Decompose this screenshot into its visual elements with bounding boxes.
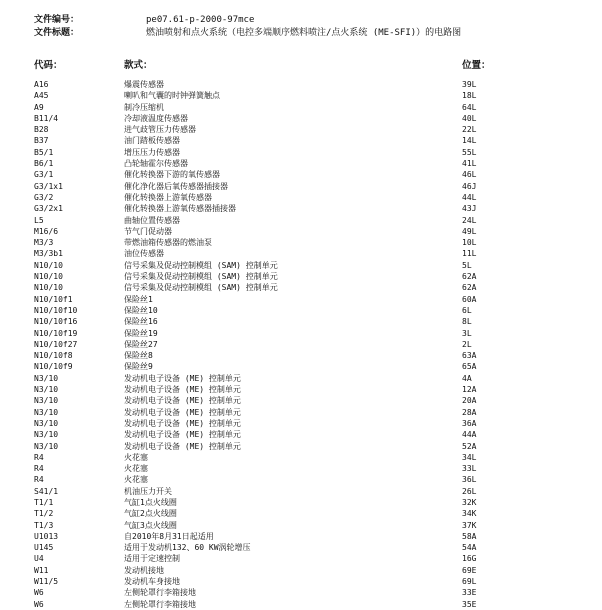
row-pos: 18L [462,91,477,101]
row-code: N10/10 [34,260,63,270]
row-code: N3/10 [34,373,59,383]
row-desc: 发动机电子设备 (ME) 控制单元 [124,407,241,417]
column-header-code: 代码： [34,60,63,71]
row-pos: 46J [462,181,477,191]
row-code: M3/3 [34,238,54,248]
row-desc: 左侧轮罩行李箱接地 [124,599,196,609]
row-desc: 信号采集及促动控制模组 (SAM) 控制单元 [124,272,278,282]
row-desc: 制冷压缩机 [124,102,164,112]
table-row [0,282,602,293]
row-pos: 35E [462,599,477,609]
row-code: B11/4 [34,113,59,123]
row-code: N3/10 [34,418,59,428]
table-row [0,531,602,542]
table-row [0,587,602,598]
row-pos: 34L [462,452,477,462]
column-header-desc: 款式： [124,60,153,71]
row-pos: 62A [462,272,477,282]
row-pos: 69L [462,577,477,587]
row-desc: 火花塞 [124,452,148,462]
row-code: N10/10f8 [34,351,73,361]
row-desc: 保险丝8 [124,351,153,361]
doc-title-label: 文件标题： [34,28,80,38]
row-code: W11 [34,565,49,575]
row-desc: 爆震传感器 [124,80,164,89]
row-desc: 保险丝19 [124,328,158,338]
row-pos: 33L [462,464,477,474]
table-row [0,147,602,158]
row-desc: 气缸3点火线圈 [124,520,177,530]
table-row [0,113,602,124]
row-pos: 20A [462,396,477,406]
table-row [0,553,602,564]
row-code: N3/10 [34,407,59,417]
row-pos: 8L [462,317,472,327]
table-row [0,486,602,497]
row-pos: 64L [462,102,477,112]
row-pos: 3L [462,328,472,338]
table-row [0,599,602,610]
table-row [0,542,602,553]
table-row [0,520,602,531]
row-pos: 6L [462,305,472,315]
row-code: B37 [34,136,49,146]
row-pos: 36L [462,475,477,485]
row-desc: 节气门促动器 [124,226,172,236]
row-desc: 发动机电子设备 (ME) 控制单元 [124,385,241,395]
row-code: R4 [34,452,44,462]
doc-title-value: 燃油喷射和点火系统（电控多端顺序燃料喷注/点火系统 (ME-SFI)）的电路图 [146,28,462,38]
row-pos: 37K [462,520,477,530]
row-desc: 催化转换器上游氧传感器插接器 [124,204,236,214]
row-code: U145 [34,543,54,553]
table-row [0,294,602,305]
row-desc: 发动机接地 [124,565,164,575]
table-row [0,79,602,90]
row-pos: 10L [462,238,477,248]
row-code: A45 [34,91,49,101]
table-row [0,248,602,259]
row-pos: 46L [462,170,477,180]
table-row [0,271,602,282]
row-pos: 58A [462,531,477,541]
row-pos: 40L [462,113,477,123]
row-pos: 36A [462,418,477,428]
row-code: N10/10f27 [34,339,78,349]
row-desc: 保险丝27 [124,339,158,349]
row-pos: 28A [462,407,477,417]
row-desc: 发动机电子设备 (ME) 控制单元 [124,373,241,383]
table-row [0,124,602,135]
row-desc: 信号采集及促动控制模组 (SAM) 控制单元 [124,283,278,293]
table-row [0,463,602,474]
table-row [0,102,602,113]
doc-number-value: pe07.61-p-2000-97mce [146,15,255,25]
row-code: T1/2 [34,509,54,519]
table-row [0,384,602,395]
row-code: L5 [34,215,44,225]
table-row [0,316,602,327]
row-desc: 火花塞 [124,464,148,474]
row-desc: 保险丝1 [124,294,153,304]
row-desc: 保险丝10 [124,305,158,315]
table-row [0,407,602,418]
row-desc: 凸轮轴霍尔传感器 [124,159,188,169]
table-row [0,395,602,406]
doc-number-label: 文件编号： [34,15,80,25]
row-desc: 喇叭和气囊的时钟弹簧触点 [124,91,220,101]
table-row [0,418,602,429]
row-pos: 65A [462,362,477,372]
row-code: G3/1x1 [34,181,63,191]
row-desc: 信号采集及促动控制模组 (SAM) 控制单元 [124,260,278,270]
row-pos: 11L [462,249,477,259]
row-desc: 保险丝16 [124,317,158,327]
row-desc: 催化转换器下游的氧传感器 [124,170,220,180]
table-row [0,192,602,203]
row-pos: 5L [462,260,472,270]
table-row [0,350,602,361]
table-row [0,90,602,101]
row-code: N10/10f16 [34,317,78,327]
row-code: N10/10 [34,283,63,293]
row-code: M16/6 [34,226,59,236]
doc-number-row [34,14,254,26]
row-pos: 34K [462,509,477,519]
row-pos: 16G [462,554,477,564]
row-code: B5/1 [34,147,54,157]
row-desc: 气缸1点火线圈 [124,497,177,507]
table-row [0,226,602,237]
row-desc: 发动机电子设备 (ME) 控制单元 [124,430,241,440]
row-code: N3/10 [34,385,59,395]
component-table [0,79,602,610]
row-pos: 24L [462,215,477,225]
row-desc: 适用于发动机132、60 KW涡轮增压 [124,543,251,553]
table-row [0,135,602,146]
table-row [0,576,602,587]
row-desc: 催化转换器上游氧传感器 [124,192,212,202]
row-desc: 气缸2点火线圈 [124,509,177,519]
table-row [0,169,602,180]
row-code: N10/10f19 [34,328,78,338]
row-code: T1/1 [34,497,54,507]
row-code: N3/10 [34,430,59,440]
row-code: N3/10 [34,441,59,451]
row-pos: 4A [462,373,472,383]
row-pos: 63A [462,351,477,361]
row-desc: 油门踏板传感器 [124,136,180,146]
row-code: W6 [34,588,44,598]
row-code: R4 [34,475,44,485]
table-row [0,497,602,508]
row-code: A9 [34,102,44,112]
table-row [0,429,602,440]
row-desc: 带燃油箱传感器的燃油泵 [124,238,212,248]
table-row [0,328,602,339]
table-row [0,215,602,226]
column-header-pos: 位置： [462,60,491,71]
doc-title-row [34,27,461,39]
row-code: N10/10f1 [34,294,73,304]
table-row [0,305,602,316]
row-pos: 39L [462,80,477,89]
row-desc: 进气歧管压力传感器 [124,125,196,135]
row-code: B6/1 [34,159,54,169]
row-code: W11/5 [34,577,59,587]
row-pos: 60A [462,294,477,304]
row-code: T1/3 [34,520,54,530]
table-row [0,508,602,519]
row-pos: 52A [462,441,477,451]
row-desc: 曲轴位置传感器 [124,215,180,225]
row-desc: 油位传感器 [124,249,164,259]
row-pos: 44L [462,192,477,202]
table-row [0,339,602,350]
row-pos: 62A [462,283,477,293]
row-desc: 发动机电子设备 (ME) 控制单元 [124,441,241,451]
row-pos: 22L [462,125,477,135]
row-code: N10/10 [34,272,63,282]
row-code: N10/10f9 [34,362,73,372]
row-pos: 32K [462,497,477,507]
row-pos: 12A [462,385,477,395]
row-pos: 43J [462,204,477,214]
row-desc: 发动机电子设备 (ME) 控制单元 [124,418,241,428]
row-pos: 44A [462,430,477,440]
table-row [0,565,602,576]
table-row [0,474,602,485]
table-row [0,203,602,214]
row-code: R4 [34,464,44,474]
table-row [0,260,602,271]
row-code: U1013 [34,531,59,541]
row-desc: 自2010年8月31日起适用 [124,531,214,541]
table-row [0,373,602,384]
row-code: M3/3b1 [34,249,63,259]
row-desc: 发动机电子设备 (ME) 控制单元 [124,396,241,406]
table-row [0,452,602,463]
row-code: N3/10 [34,396,59,406]
row-pos: 69E [462,565,477,575]
table-row [0,441,602,452]
row-pos: 33E [462,588,477,598]
row-desc: 适用于定速控制 [124,554,180,564]
table-row [0,237,602,248]
table-row [0,158,602,169]
row-pos: 26L [462,486,477,496]
row-code: N10/10f10 [34,305,78,315]
row-code: G3/2x1 [34,204,63,214]
row-desc: 冷却液温度传感器 [124,113,188,123]
row-desc: 催化净化器后氧传感器插接器 [124,181,228,191]
row-code: W6 [34,599,44,609]
row-desc: 增压压力传感器 [124,147,180,157]
row-desc: 机油压力开关 [124,486,172,496]
row-pos: 49L [462,226,477,236]
row-desc: 发动机车身接地 [124,577,180,587]
row-code: S41/1 [34,486,59,496]
table-row [0,361,602,372]
row-code: U4 [34,554,44,564]
row-pos: 54A [462,543,477,553]
row-code: A16 [34,80,49,89]
row-desc: 左侧轮罩行李箱接地 [124,588,196,598]
row-desc: 火花塞 [124,475,148,485]
row-code: G3/1 [34,170,54,180]
row-pos: 14L [462,136,477,146]
row-pos: 55L [462,147,477,157]
row-pos: 2L [462,339,472,349]
row-code: G3/2 [34,192,54,202]
row-pos: 41L [462,159,477,169]
row-desc: 保险丝9 [124,362,153,372]
table-row [0,181,602,192]
row-code: B28 [34,125,49,135]
